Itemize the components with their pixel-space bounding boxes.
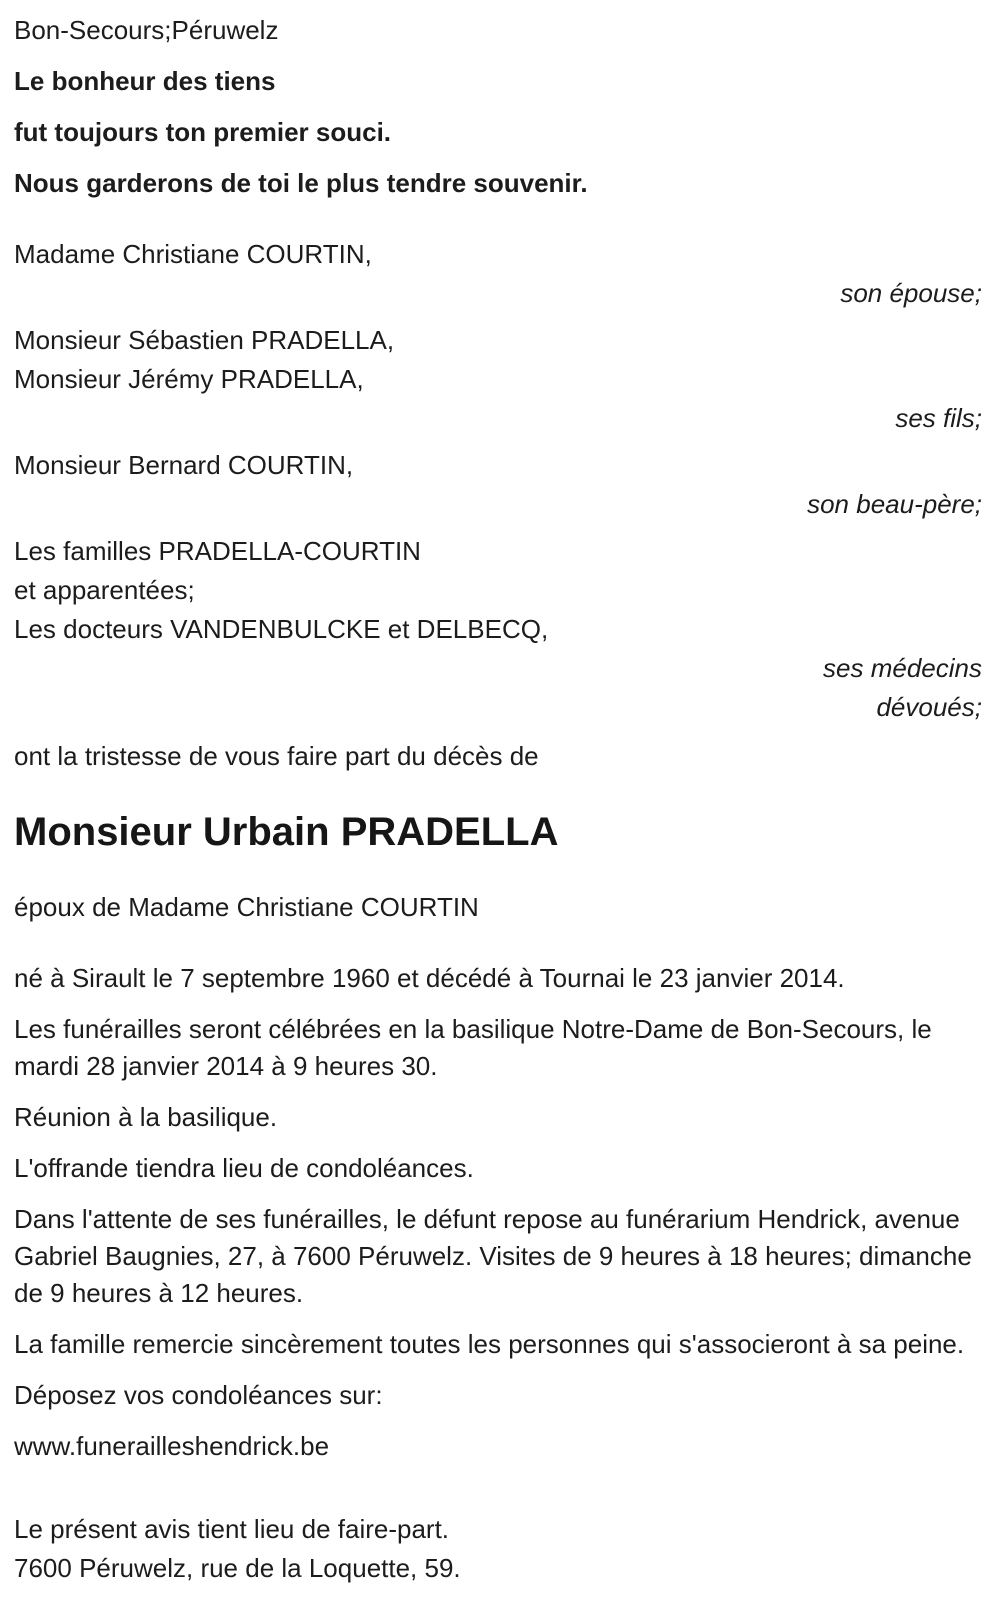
life-dates-line: né à Sirault le 7 septembre 1960 et décédé à Tournai le 23 janvier 2014.	[14, 963, 845, 993]
website-link[interactable]: www.funerailleshendrick.be	[14, 1431, 330, 1461]
deceased-name-heading: Monsieur Urbain PRADELLA	[14, 810, 559, 854]
funeral-info-paragraph: Les funérailles seront célébrées en la basilique Notre-Dame de Bon-Secours, le mardi 28 janvier 2014 à 9 heures 30.	[14, 1014, 932, 1081]
doctors-relation-line-2: dévoués;	[876, 692, 982, 722]
meeting-line: Réunion à la basilique.	[14, 1102, 278, 1132]
address-line: 7600 Péruwelz, rue de la Loquette, 59.	[14, 1553, 461, 1583]
families-line-2: et apparentées;	[14, 575, 195, 605]
location-line: Bon-Secours;Péruwelz	[14, 15, 279, 45]
condolences-label: Déposez vos condoléances sur:	[14, 1380, 383, 1410]
epitaph-line-1: Le bonheur des tiens	[14, 66, 276, 96]
son-2-name: Monsieur Jérémy PRADELLA,	[14, 364, 364, 394]
doctors-relation-line-1: ses médecins	[823, 653, 982, 683]
epitaph-line-2: fut toujours ton premier souci.	[14, 117, 392, 147]
families-line-1: Les familles PRADELLA-COURTIN	[14, 536, 421, 566]
spouse-relation: son épouse;	[840, 278, 982, 308]
doctors-names: Les docteurs VANDENBULCKE et DELBECQ,	[14, 614, 549, 644]
father-in-law-name: Monsieur Bernard COURTIN,	[14, 450, 354, 480]
notice-line: Le présent avis tient lieu de faire-part.	[14, 1514, 450, 1544]
father-in-law-relation: son beau-père;	[807, 489, 982, 519]
epitaph-line-3: Nous garderons de toi le plus tendre souvenir.	[14, 168, 588, 198]
offering-line: L'offrande tiendra lieu de condoléances.	[14, 1153, 474, 1183]
spouse-name: Madame Christiane COURTIN,	[14, 239, 372, 269]
deceased-subtitle: époux de Madame Christiane COURTIN	[14, 892, 479, 922]
thanks-paragraph: La famille remercie sincèrement toutes les personnes qui s'associeront à sa peine.	[14, 1329, 965, 1359]
son-1-name: Monsieur Sébastien PRADELLA,	[14, 325, 395, 355]
visitation-paragraph: Dans l'attente de ses funérailles, le défunt repose au funérarium Hendrick, avenue Gabriel Baugnies, 27, à 7600 Péruwelz. Visites de 9 heures à 18 heures; dimanche de 9 heures à 12 heures.	[14, 1204, 972, 1308]
announcement-line: ont la tristesse de vous faire part du décès de	[14, 741, 539, 771]
sons-relation: ses fils;	[895, 403, 982, 433]
